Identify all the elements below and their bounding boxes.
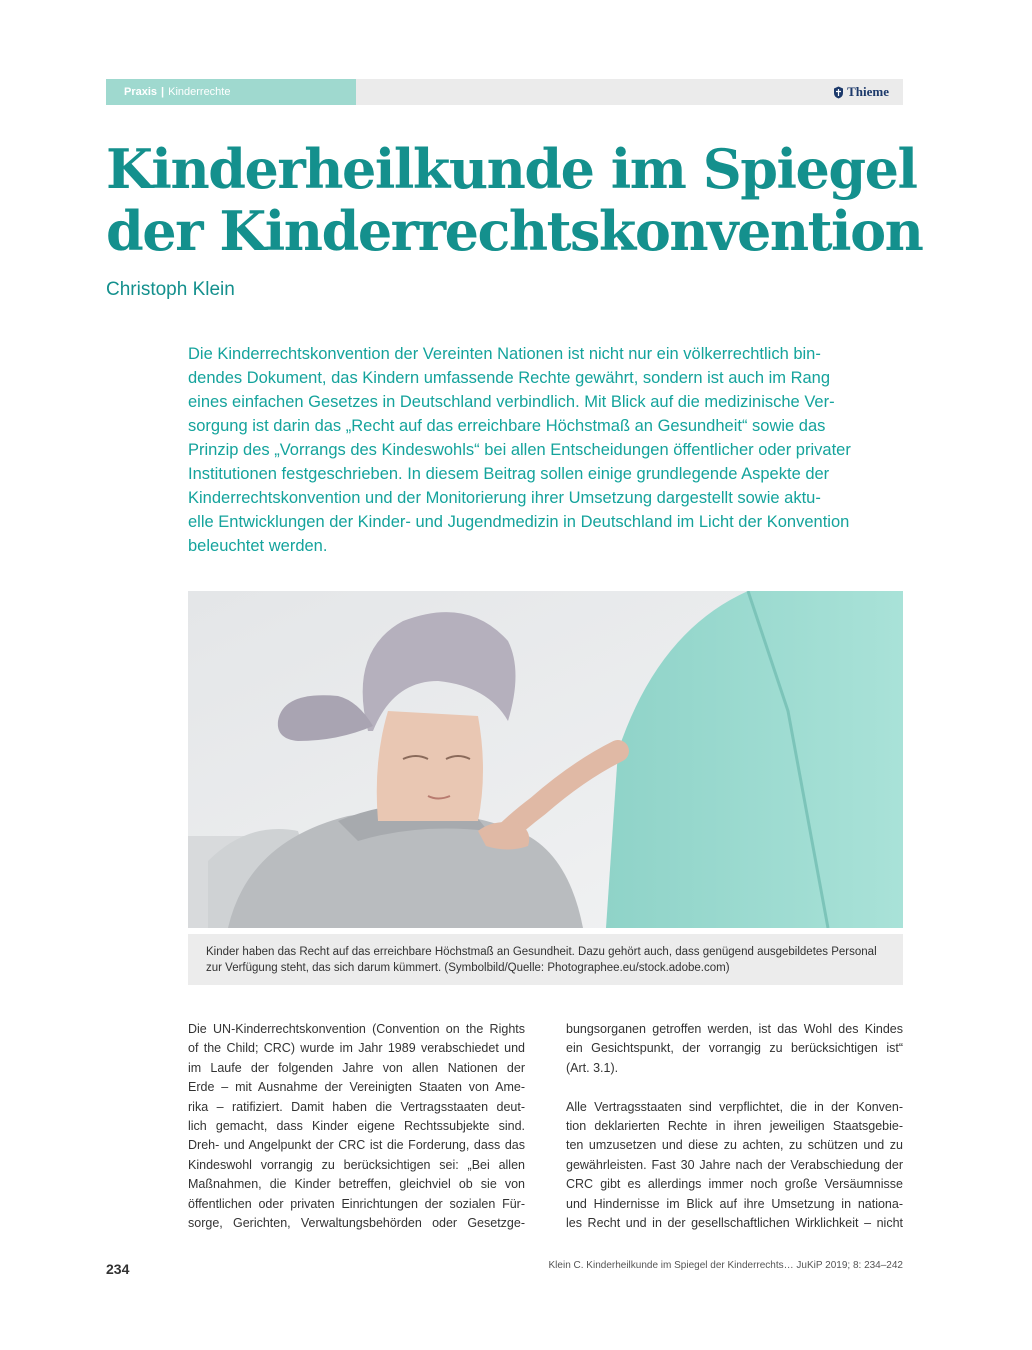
abstract-line: Prinzip des „Vorrangs des Kindeswohls“ bei allen Entscheidungen öffentlicher oder privater (188, 441, 851, 459)
author-name: Christoph Klein (106, 279, 235, 300)
body-line: ein Gesichtspunkt, der vorrangig zu berücksichtigen ist“ (566, 1041, 903, 1056)
body-column-right (566, 1020, 903, 1233)
header-bar (106, 79, 903, 105)
abstract-line: dendes Dokument, das Kindern umfassende Rechte gewährt, sondern ist auch im Rang (188, 369, 831, 387)
body-line: Dreh- und Angelpunkt der CRC ist die Forderung, dass das (188, 1138, 525, 1153)
body-line: bungsorganen getroffen werden, ist das Wohl des Kindes (566, 1022, 903, 1036)
body-line: of the Child; CRC) wurde im Jahr 1989 verabschiedet und (188, 1041, 525, 1056)
abstract (188, 342, 903, 558)
body-line: CRC gibt es allerdings immer noch große Versäumnisse (566, 1177, 903, 1192)
caption-line: Kinder haben das Recht auf das erreichbare Höchstmaß an Gesundheit. Dazu gehört auch, dass genügend ausgebildetes Personal (206, 946, 877, 958)
figure-caption (188, 934, 903, 985)
body-line: les Recht und in der gesellschaftlichen Wirklichkeit – nicht (566, 1216, 903, 1231)
abstract-line: Die Kinderrechtskonvention der Vereinten Nationen ist nicht nur ein völkerrechtlich bin- (188, 345, 821, 363)
running-footer-citation: Klein C. Kinderheilkunde im Spiegel der Kinderrechts… JuKiP 2019; 8: 234–242 (548, 1260, 903, 1271)
section-separator: | (161, 86, 165, 98)
publisher-logo (833, 79, 889, 105)
article-title (106, 137, 923, 263)
page-number: 234 (106, 1261, 130, 1277)
body-line: lich gemacht, dass Kinder eigene Rechtssubjekte sind. (188, 1119, 525, 1134)
body-line: und Hindernisse im Blick auf ihre Umsetzung in nationa- (566, 1196, 903, 1211)
body-column-left (188, 1020, 525, 1233)
body-line: rika – ratifiziert. Damit haben die Vertragsstaaten deut- (188, 1099, 525, 1114)
body-line: Die UN-Kinderrechtskonvention (Convention on the Rights (188, 1022, 525, 1036)
body-line: tion deklarierten Rechte in ihren jeweiligen Staatsgebie- (566, 1119, 903, 1134)
abstract-line: sorgung ist darin das „Recht auf das erreichbare Höchstmaß an Gesundheit“ sowie das (188, 417, 826, 435)
thieme-emblem-icon (833, 86, 844, 99)
body-line: sorge, Gerichten, Verwaltungsbehörden oder Gesetzge- (188, 1216, 525, 1231)
body-line: Alle Vertragsstaaten sind verpflichtet, die in der Konven- (566, 1099, 903, 1114)
paragraph-gap (566, 1078, 903, 1097)
abstract-line: Kinderrechtskonvention und der Monitorierung ihrer Umsetzung dargestellt sowie aktu- (188, 489, 821, 507)
section-label: Praxis (124, 86, 158, 98)
body-line: Maßnahmen, die Kinder betreffen, gleichviel ob sie von (188, 1177, 525, 1192)
section-tag (106, 79, 356, 105)
abstract-line: Institutionen festgeschrieben. In diesem Beitrag sollen einige grundlegende Aspekte der (188, 465, 830, 483)
body-line: Kindeswohl vorrangig zu berücksichtigen sei: „Bei allen (188, 1157, 525, 1172)
abstract-line: elle Entwicklungen der Kinder- und Jugendmedizin in Deutschland im Licht der Konvention (188, 513, 850, 531)
body-line: im Laufe der folgenden Jahre von allen Nationen der (188, 1060, 525, 1075)
body-line: ten umzusetzen und diese zu achten, zu schützen und zu (566, 1138, 903, 1153)
photo-illustration (188, 591, 903, 928)
body-line: öffentlichen oder privaten Einrichtungen der sozialen Für- (188, 1196, 525, 1211)
article-photo (188, 591, 903, 928)
subsection-label: Kinderrechte (168, 86, 231, 98)
title-line: der Kinderrechtskonvention (106, 199, 923, 263)
body-line: gewährleisten. Fast 30 Jahre nach der Verabschiedung der (566, 1157, 903, 1172)
publisher-name: Thieme (847, 84, 889, 99)
abstract-line: eines einfachen Gesetzes in Deutschland verbindlich. Mit Blick auf die medizinische Ver- (188, 393, 835, 411)
abstract-line: beleuchtet werden. (188, 537, 328, 555)
title-line: Kinderheilkunde im Spiegel (106, 137, 917, 201)
caption-line: zur Verfügung steht, das sich darum kümmert. (Symbolbild/Quelle: Photographee.eu/stock.adobe.com) (206, 962, 730, 974)
body-line: (Art. 3.1). (566, 1060, 619, 1075)
body-line: Erde – mit Ausnahme der Vereinigten Staaten von Ame- (188, 1080, 525, 1095)
